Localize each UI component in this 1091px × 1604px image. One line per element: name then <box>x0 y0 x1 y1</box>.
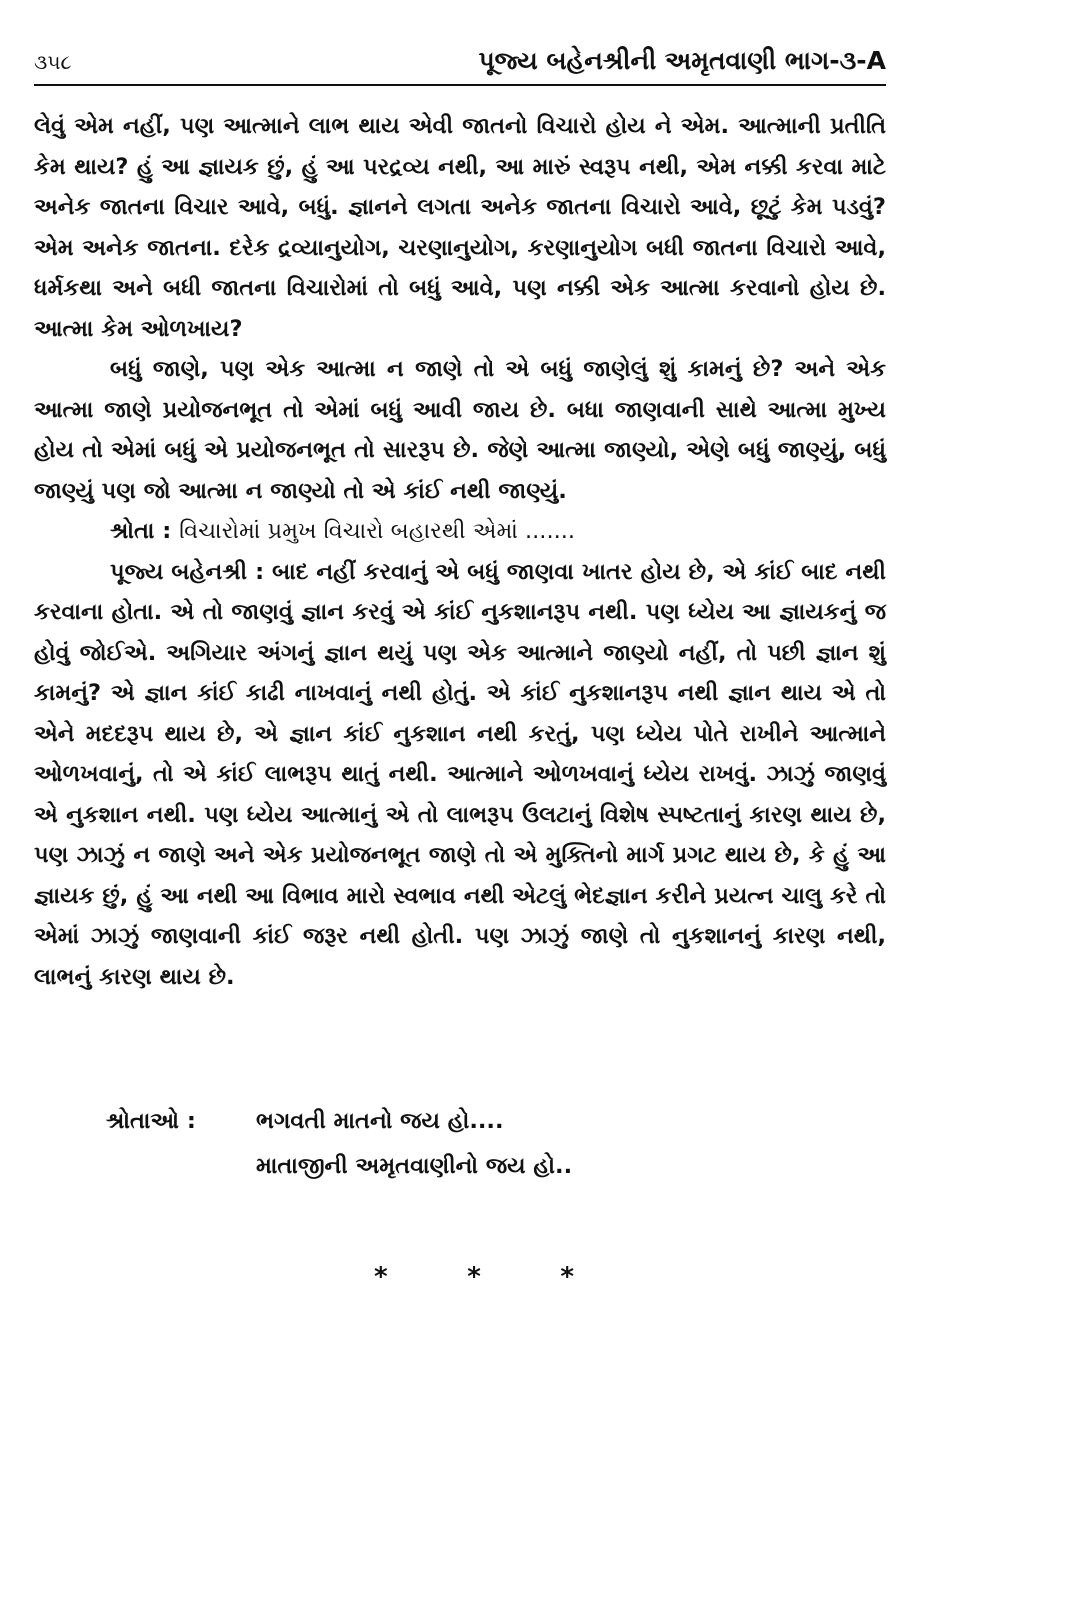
dialogue-text: બાદ નહીં કરવાનું એ બધું જાણવા ખાતર હોય છે, એ કાંઈ બાદ નથી કરવાના હોતા. એ તો જાણવું જ્ઞાન કરવું એ કાંઈ નુકશાનરૂપ નથી. પણ ધ્યેય આ જ્ઞાયકનું જ હોવું જોઈએ. અગિયાર અંગનું જ્ઞાન થયું પણ એક આત્માને જાણ્યો નહીં, તો પછી જ્ઞાન શું કામનું? એ જ્ઞાન કાંઈ કાઢી નાખવાનું નથી હોતું. એ કાંઈ નુકશાનરૂપ નથી જ્ઞાન થાય એ તો એને મદદરૂપ થાય છે, એ જ્ઞાન કાંઈ નુકશાન નથી કરતું, પણ ધ્યેય પોતે રાખીને આત્માને ઓળખવાનું, તો એ કાંઈ લાભરૂપ થાતું નથી. આત્માને ઓળખવાનું ધ્યેય રાખવું. ઝાઝું જાણવું એ નુકશાન નથી. પણ ધ્યેય આત્માનું એ તો લાભરૂપ ઉલટાનું વિશેષ સ્પષ્ટતાનું કારણ થાય છે, પણ ઝાઝું ન જાણે અને એક પ્રયોજનભૂત જાણે તો એ મુક્તિનો માર્ગ પ્રગટ થાય છે, કે હું આ જ્ઞાયક છું, હું આ નથી આ વિભાવ મારો સ્વભાવ નથી એટલું ભેદજ્ઞાન કરીને પ્રયત્ન ચાલુ કરે તો એમાં ઝાઝું જાણવાની કાંઈ જરૂર નથી હોતી. પણ ઝાઝું જાણે તો નુકશાનનું કારણ નથી, લાભનું કારણ થાય છે. <box>34 558 886 990</box>
closing-chant <box>106 1098 572 1188</box>
speaker-label: પૂજ્ય બહેનશ્રી : <box>110 558 265 585</box>
paragraph: બધું જાણે, પણ એક આત્મા ન જાણે તો એ બધું જાણેલું શું કામનું છે? અને એક આત્મા જાણે પ્રયોજનભૂત તો એમાં બધું આવી જાય છે. બધા જાણવાની સાથે આત્મા મુખ્ય હોય તો એમાં બધું એ પ્રયોજનભૂત તો સારરૂપ છે. જેણે આત્મા જાણ્યો, એણે બધું જાણ્યું, બધું જાણ્યું પણ જો આત્મા ન જાણ્યો તો એ કાંઈ નથી જાણ્યું. <box>34 356 886 504</box>
closing-row <box>106 1098 572 1143</box>
closing-row <box>106 1143 572 1188</box>
asterisk: * <box>374 1262 388 1292</box>
chant-line: ભગવતી માતનો જય હો.... <box>256 1107 504 1134</box>
chant-line: માતાજીની અમૃતવાણીનો જય હો.. <box>256 1152 573 1179</box>
asterisk: * <box>467 1262 481 1292</box>
speaker-label: શ્રોતાઓ : <box>106 1107 196 1134</box>
speaker-label: શ્રોતા : <box>110 518 172 544</box>
section-separator <box>374 1262 574 1292</box>
dialogue-text: વિચારોમાં પ્રમુખ વિચારો બહારથી એમાં ....... <box>179 518 576 544</box>
dialogue-bahenshri <box>34 552 886 998</box>
running-title: પૂજ્ય બહેનશ્રીની અમૃતવાણી ભાગ-૩-A <box>478 46 886 75</box>
dialogue-listener <box>34 511 886 552</box>
page-body <box>34 106 886 997</box>
page-header <box>34 46 886 86</box>
page-number: ૩૫૮ <box>34 50 72 74</box>
asterisk: * <box>560 1262 574 1292</box>
paragraph: લેવું એમ નહીં, પણ આત્માને લાભ થાય એવી જાતનો વિચારો હોય ને એમ. આત્માની પ્રતીતિ કેમ થાય? હું આ જ્ઞાયક છું, હું આ પરદ્રવ્ય નથી, આ મારું સ્વરૂપ નથી, એમ નક્કી કરવા માટે અનેક જાતના વિચાર આવે, બધું. જ્ઞાનને લગતા અનેક જાતના વિચારો આવે, છૂટું કેમ પડવું? એમ અનેક જાતના. દરેક દ્રવ્યાનુયોગ, ચરણાનુયોગ, કરણાનુયોગ બધી જાતના વિચારો આવે, ધર્મકથા અને બધી જાતના વિચારોમાં તો બધું આવે, પણ નક્કી એક આત્મા કરવાનો હોય છે. આત્મા કેમ ઓળખાય? <box>34 113 886 342</box>
